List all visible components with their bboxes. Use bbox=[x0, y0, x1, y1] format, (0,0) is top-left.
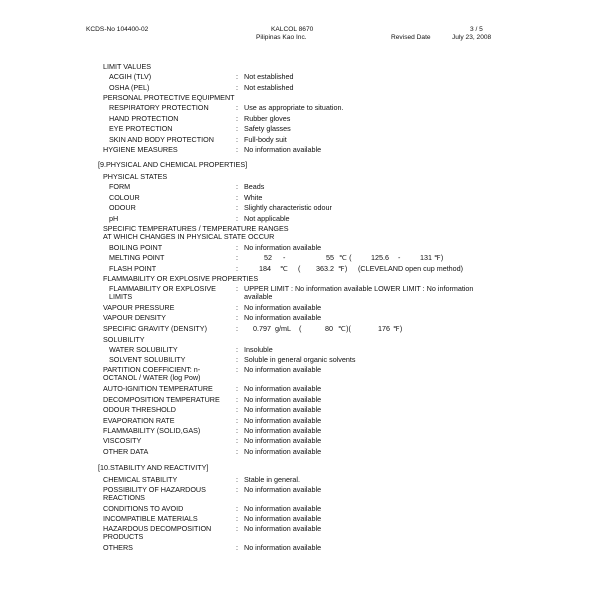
evaporation-rate-value: No information available bbox=[244, 416, 322, 425]
colon: : bbox=[236, 83, 238, 92]
specific-gravity-temp-f: 176 bbox=[378, 324, 390, 333]
acgih-row bbox=[0, 72, 593, 82]
odour-threshold-row bbox=[0, 405, 593, 415]
partition-coefficient-label-line1: PARTITION COEFFICIENT: n- bbox=[103, 365, 201, 374]
specific-gravity-unit: g/mL bbox=[275, 324, 291, 333]
form-row bbox=[0, 182, 593, 192]
flammability-properties-heading: FLAMMABILITY OR EXPLOSIVE PROPERTIES bbox=[103, 274, 259, 283]
colour-label: COLOUR bbox=[109, 193, 140, 202]
odour-label: ODOUR bbox=[109, 203, 136, 212]
vapour-pressure-value: No information available bbox=[244, 303, 322, 312]
product-name: KALCOL 8670 bbox=[271, 26, 314, 33]
colon: : bbox=[236, 485, 238, 494]
hygiene-row bbox=[0, 145, 593, 155]
solvent-solubility-row bbox=[0, 355, 593, 365]
flammability-limits-row bbox=[0, 284, 593, 302]
melting-unit-c: ℃ ( bbox=[339, 253, 352, 262]
colon: : bbox=[236, 193, 238, 202]
others-row bbox=[0, 543, 593, 553]
incompatible-materials-row bbox=[0, 514, 593, 524]
respiratory-label: RESPIRATORY PROTECTION bbox=[109, 103, 209, 112]
water-solubility-row bbox=[0, 345, 593, 355]
solubility-heading: SOLUBILITY bbox=[103, 335, 145, 344]
revised-date-label: Revised Date bbox=[391, 34, 431, 41]
conditions-to-avoid-row bbox=[0, 504, 593, 514]
colon: : bbox=[236, 436, 238, 445]
hazardous-reactions-label-line1: POSSIBILITY OF HAZARDOUS bbox=[103, 485, 206, 494]
incompatible-materials-value: No information available bbox=[244, 514, 322, 523]
colon: : bbox=[236, 475, 238, 484]
eye-label: EYE PROTECTION bbox=[109, 124, 173, 133]
hazardous-decomposition-row bbox=[0, 524, 593, 542]
melting-unit-f: ℉) bbox=[434, 253, 444, 262]
colon: : bbox=[236, 365, 238, 374]
chemical-stability-label: CHEMICAL STABILITY bbox=[103, 475, 178, 484]
colon: : bbox=[236, 355, 238, 364]
melting-dash-f: - bbox=[398, 253, 401, 262]
odour-value: Slightly characteristic odour bbox=[244, 203, 332, 212]
colon: : bbox=[236, 405, 238, 414]
melting-row bbox=[0, 253, 593, 263]
flash-value-f: 363.2 bbox=[316, 264, 334, 273]
hazardous-reactions-row bbox=[0, 485, 593, 503]
vapour-density-label: VAPOUR DENSITY bbox=[103, 313, 166, 322]
flash-method: (CLEVELAND open cup method) bbox=[358, 264, 464, 273]
skin-row bbox=[0, 135, 593, 145]
others-value: No information available bbox=[244, 543, 322, 552]
ph-label: pH bbox=[109, 214, 119, 223]
eye-row bbox=[0, 124, 593, 134]
decomposition-temperature-row bbox=[0, 395, 593, 405]
flash-unit-c: ℃ bbox=[280, 264, 289, 273]
colon: : bbox=[236, 243, 238, 252]
colon: : bbox=[236, 543, 238, 552]
partition-coefficient-value: No information available bbox=[244, 365, 322, 374]
flammability-solid-gas-value: No information available bbox=[244, 426, 322, 435]
melting-dash: - bbox=[283, 253, 286, 262]
osha-row bbox=[0, 83, 593, 93]
company-name: Pilipinas Kao Inc. bbox=[256, 34, 307, 41]
colon: : bbox=[236, 103, 238, 112]
decomposition-temperature-value: No information available bbox=[244, 395, 322, 404]
odour-threshold-label: ODOUR THRESHOLD bbox=[103, 405, 176, 414]
viscosity-label: VISCOSITY bbox=[103, 436, 142, 445]
chemical-stability-value: Stable in general. bbox=[244, 475, 300, 484]
hand-row bbox=[0, 114, 593, 124]
colon: : bbox=[236, 72, 238, 81]
conditions-to-avoid-label: CONDITIONS TO AVOID bbox=[103, 504, 184, 513]
melting-value-low-c: 52 bbox=[264, 253, 272, 262]
colon: : bbox=[236, 345, 238, 354]
physical-states-heading: PHYSICAL STATES bbox=[103, 172, 168, 181]
hand-value: Rubber gloves bbox=[244, 114, 291, 123]
osha-label: OSHA (PEL) bbox=[109, 83, 150, 92]
skin-value: Full-body suit bbox=[244, 135, 287, 144]
colon: : bbox=[236, 426, 238, 435]
colon: : bbox=[236, 416, 238, 425]
colon: : bbox=[236, 114, 238, 123]
flash-paren: ( bbox=[298, 264, 301, 273]
colon: : bbox=[236, 447, 238, 456]
colon: : bbox=[236, 182, 238, 191]
limit-values-heading: LIMIT VALUES bbox=[103, 62, 152, 71]
colour-row bbox=[0, 193, 593, 203]
flash-label: FLASH POINT bbox=[109, 264, 157, 273]
respiratory-row bbox=[0, 103, 593, 113]
flammability-limits-value-line2: available bbox=[244, 292, 273, 301]
page-number: 3 / 5 bbox=[470, 26, 483, 33]
hazardous-reactions-value: No information available bbox=[244, 485, 322, 494]
ph-row bbox=[0, 214, 593, 224]
flammability-solid-gas-label: FLAMMABILITY (SOLID,GAS) bbox=[103, 426, 201, 435]
specific-gravity-unit-c: ℃)( bbox=[338, 324, 351, 333]
incompatible-materials-label: INCOMPATIBLE MATERIALS bbox=[103, 514, 198, 523]
auto-ignition-row bbox=[0, 384, 593, 394]
boiling-row bbox=[0, 243, 593, 253]
melting-value-high-c: 55 bbox=[326, 253, 334, 262]
colon: : bbox=[236, 303, 238, 312]
melting-value-low-f: 125.6 bbox=[371, 253, 389, 262]
flammability-solid-gas-row bbox=[0, 426, 593, 436]
boiling-label: BOILING POINT bbox=[109, 243, 163, 252]
respiratory-value: Use as appropriate to situation. bbox=[244, 103, 344, 112]
water-solubility-value: Insoluble bbox=[244, 345, 273, 354]
colon: : bbox=[236, 135, 238, 144]
conditions-to-avoid-value: No information available bbox=[244, 504, 322, 513]
colon: : bbox=[236, 324, 238, 333]
decomposition-temperature-label: DECOMPOSITION TEMPERATURE bbox=[103, 395, 220, 404]
form-value: Beads bbox=[244, 182, 265, 191]
partition-coefficient-label-line2: OCTANOL / WATER (log Pow) bbox=[103, 373, 201, 382]
other-data-label: OTHER DATA bbox=[103, 447, 149, 456]
specific-gravity-unit-f: ℉) bbox=[393, 324, 403, 333]
chemical-stability-row bbox=[0, 475, 593, 485]
specific-gravity-row bbox=[0, 324, 593, 334]
auto-ignition-value: No information available bbox=[244, 384, 322, 393]
specific-temperatures-heading: SPECIFIC TEMPERATURES / TEMPERATURE RANGES bbox=[103, 224, 289, 233]
flash-value-c: 184 bbox=[259, 264, 271, 273]
specific-gravity-paren: ( bbox=[299, 324, 302, 333]
boiling-value: No information available bbox=[244, 243, 322, 252]
vapour-density-value: No information available bbox=[244, 313, 322, 322]
hazardous-decomposition-label-line1: HAZARDOUS DECOMPOSITION bbox=[103, 524, 212, 533]
specific-gravity-temp-c: 80 bbox=[325, 324, 333, 333]
colon: : bbox=[236, 264, 238, 273]
vapour-density-row bbox=[0, 313, 593, 323]
melting-value-high-f: 131 bbox=[420, 253, 432, 262]
hygiene-label: HYGIENE MEASURES bbox=[103, 145, 178, 154]
hygiene-value: No information available bbox=[244, 145, 322, 154]
ph-value: Not applicable bbox=[244, 214, 290, 223]
colour-value: White bbox=[244, 193, 263, 202]
evaporation-rate-row bbox=[0, 416, 593, 426]
solvent-solubility-value: Soluble in general organic solvents bbox=[244, 355, 356, 364]
others-label: OTHERS bbox=[103, 543, 133, 552]
colon: : bbox=[236, 203, 238, 212]
auto-ignition-label: AUTO-IGNITION TEMPERATURE bbox=[103, 384, 213, 393]
colon: : bbox=[236, 395, 238, 404]
document-number: KCDS-No 104400-02 bbox=[86, 26, 149, 33]
specific-gravity-label: SPECIFIC GRAVITY (DENSITY) bbox=[103, 324, 207, 333]
vapour-pressure-row bbox=[0, 303, 593, 313]
section-10-heading: [10.STABILITY AND REACTIVITY] bbox=[98, 463, 209, 472]
specific-gravity-value: 0.797 bbox=[253, 324, 271, 333]
flash-unit-f: ℉) bbox=[338, 264, 348, 273]
colon: : bbox=[236, 145, 238, 154]
other-data-value: No information available bbox=[244, 447, 322, 456]
colon: : bbox=[236, 524, 238, 533]
partition-coefficient-row bbox=[0, 365, 593, 383]
colon: : bbox=[236, 284, 238, 293]
section-9-heading: [9.PHYSICAL AND CHEMICAL PROPERTIES] bbox=[98, 160, 248, 169]
flash-row bbox=[0, 264, 593, 274]
colon: : bbox=[236, 214, 238, 223]
flammability-limits-label-line1: FLAMMABILITY OR EXPLOSIVE bbox=[109, 284, 216, 293]
hand-label: HAND PROTECTION bbox=[109, 114, 179, 123]
vapour-pressure-label: VAPOUR PRESSURE bbox=[103, 303, 175, 312]
colon: : bbox=[236, 253, 238, 262]
hazardous-reactions-label-line2: REACTIONS bbox=[103, 493, 145, 502]
hazardous-decomposition-value: No information available bbox=[244, 524, 322, 533]
other-data-row bbox=[0, 447, 593, 457]
colon: : bbox=[236, 124, 238, 133]
viscosity-row bbox=[0, 436, 593, 446]
colon: : bbox=[236, 514, 238, 523]
colon: : bbox=[236, 504, 238, 513]
water-solubility-label: WATER SOLUBILITY bbox=[109, 345, 178, 354]
viscosity-value: No information available bbox=[244, 436, 322, 445]
flammability-limits-value-line1: UPPER LIMIT : No information available LOWER LIMIT : No information bbox=[244, 284, 474, 293]
skin-label: SKIN AND BODY PROTECTION bbox=[109, 135, 214, 144]
ppe-heading: PERSONAL PROTECTIVE EQUIPMENT bbox=[103, 93, 235, 102]
specific-temperatures-subheading: AT WHICH CHANGES IN PHYSICAL STATE OCCUR bbox=[103, 232, 275, 241]
odour-threshold-value: No information available bbox=[244, 405, 322, 414]
evaporation-rate-label: EVAPORATION RATE bbox=[103, 416, 175, 425]
colon: : bbox=[236, 384, 238, 393]
osha-value: Not established bbox=[244, 83, 294, 92]
revised-date: July 23, 2008 bbox=[452, 34, 492, 41]
eye-value: Safety glasses bbox=[244, 124, 291, 133]
acgih-value: Not established bbox=[244, 72, 294, 81]
odour-row bbox=[0, 203, 593, 213]
flammability-limits-label-line2: LIMITS bbox=[109, 292, 133, 301]
hazardous-decomposition-label-line2: PRODUCTS bbox=[103, 532, 144, 541]
acgih-label: ACGIH (TLV) bbox=[109, 72, 152, 81]
colon: : bbox=[236, 313, 238, 322]
form-label: FORM bbox=[109, 182, 131, 191]
solvent-solubility-label: SOLVENT SOLUBILITY bbox=[109, 355, 186, 364]
melting-label: MELTING POINT bbox=[109, 253, 165, 262]
